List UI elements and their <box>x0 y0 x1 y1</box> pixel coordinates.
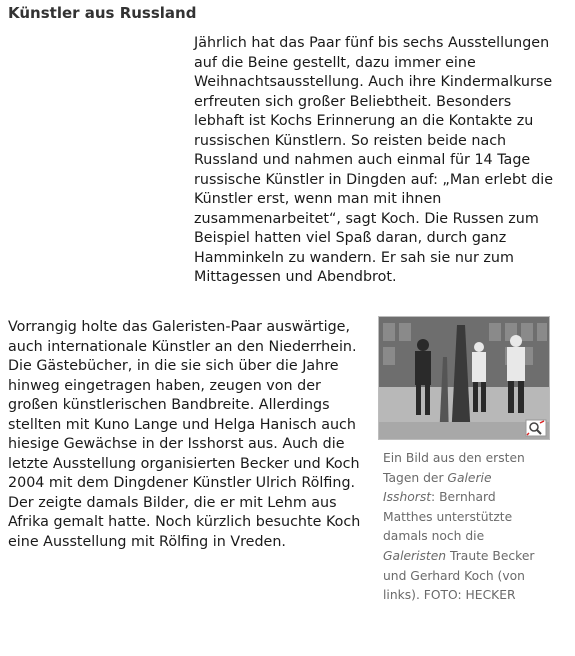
photo-block <box>378 316 550 606</box>
article-heading: Künstler aus Russland <box>8 4 197 22</box>
article-photo[interactable] <box>378 316 550 440</box>
photo-image <box>379 317 549 439</box>
article-paragraph-2-wrap <box>8 318 368 552</box>
article-paragraph-1: Jährlich hat das Paar fünf bis sechs Ausstellungen auf die Beine gestellt, dazu immer eine Weihnachtsausstellung. Auch ihre Kindermalkurse erfreuten sich großer Beliebtheit. Besonders lebhaft ist Kochs Erinnerung an die Kontakte zu russischen Künstlern. So reisten beide nach Russland und nahmen auch einmal für 14 Tage russische Künstler in Dingden auf: „Man erlebt die Künstler erst, wenn man mit ihnen zusammenarbeitet“, sagt Koch. Die Russen zum Beispiel hatten viel Spaß daran, durch ganz Hamminkeln zu wandern. Er sah sie nur zum Mittagessen und Abendbrot. <box>194 35 554 285</box>
photo-caption: Ein Bild aus den ersten Tagen der Galerie Isshorst: Bernhard Matthes unterstützte damals noch die Galeristen Traute Becker und Gerhard Koch (von links). FOTO: HECKER <box>383 451 535 603</box>
magnify-icon[interactable] <box>525 419 547 437</box>
article-paragraph-2: Vorrangig holte das Galeristen-Paar auswärtige, auch internationale Künstler an den Niederrhein. Die Gästebücher, in die sie sich über die Jahre hinweg eingetragen haben, zeugen von der großen künstlerischen Bandbreite. Allerdings stellten mit Kuno Lange und Helga Hanisch auch hiesige Gewächse in der Isshorst aus. Auch die letzte Ausstellung organisierten Becker und Koch 2004 mit dem Dingdener Künstler Ulrich Rölfing. Der zeigte damals Bilder, die er mit Lehm aus Afrika gemalt hatte. Noch kürzlich besuchte Koch eine Ausstellung mit Rölfing in Vreden. <box>8 319 361 550</box>
